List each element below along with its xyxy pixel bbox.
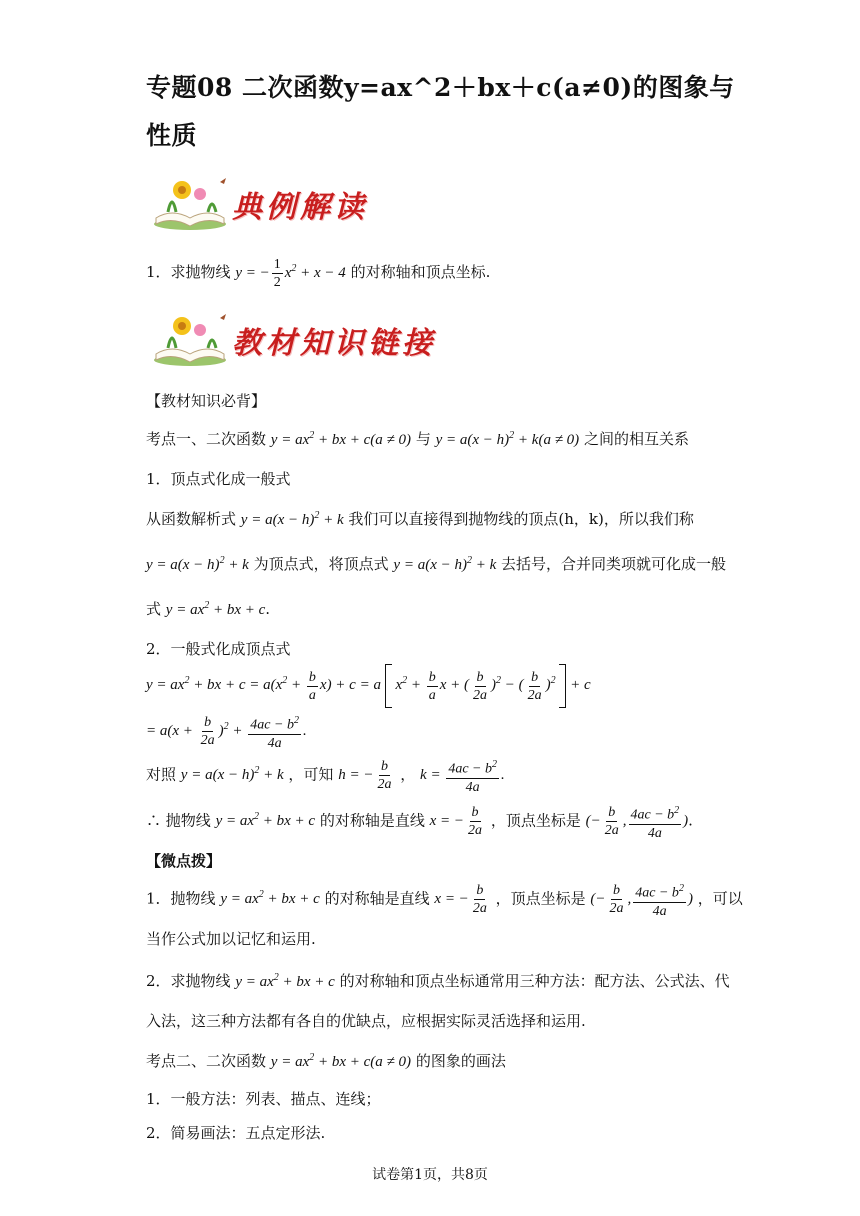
text: ，可以 xyxy=(697,889,743,908)
derivation-line-2 xyxy=(146,712,307,752)
q1-prefix: 1．求抛物线 xyxy=(146,262,231,281)
formula: x = − $\frac{b}{2a}$ xyxy=(434,883,487,917)
text: 的对称轴是直线 xyxy=(319,811,425,830)
text: 式 xyxy=(146,600,162,618)
formula: $y = ax^2$ + bx + c xyxy=(215,811,316,830)
compare-line xyxy=(146,756,505,796)
question-1 xyxy=(146,256,490,291)
text: 的对称轴和顶点坐标通常用三种方法：配方法、公式法、代 xyxy=(339,972,730,990)
formula: $y = a(x - h)^2 + k$ xyxy=(180,765,284,784)
para-line xyxy=(146,508,694,529)
open-book-flower-icon xyxy=(150,308,230,370)
formula: h = − $\frac{b}{2a}$ xyxy=(338,759,392,793)
subheading-2: 2．一般式化成顶点式 xyxy=(146,640,291,658)
formula: $y = ax^2$ + bx + c xyxy=(165,600,266,618)
formula: $y = ax^2$ + bx + c xyxy=(220,889,320,908)
tip-2 xyxy=(146,970,730,991)
text: ，顶点坐标是 xyxy=(490,811,581,830)
formula: $y = ax^2$ + bx + c(a ≠ 0) xyxy=(270,1052,412,1070)
section-banner-knowledge xyxy=(150,308,450,370)
formula: $y = ax^2$ + bx + c(a ≠ 0) xyxy=(270,430,412,448)
derivation-line-1 xyxy=(146,664,591,708)
text: 考点一、二次函数 xyxy=(146,430,267,448)
text: 1．抛物线 xyxy=(146,889,216,908)
text: ∴ 抛物线 xyxy=(146,811,211,830)
draw-method-2: 2．简易画法：五点定形法. xyxy=(146,1124,326,1142)
text: 我们可以直接得到抛物线的顶点(h，k)，所以我们称 xyxy=(348,510,694,528)
text: 去括号，合并同类项就可化成一般 xyxy=(501,555,727,573)
tip-heading: 【微点拨】 xyxy=(146,852,222,870)
text: 考点二、二次函数 xyxy=(146,1052,267,1070)
page-footer: 试卷第1页，共8页 xyxy=(372,1167,488,1183)
text: 的图象的画法 xyxy=(415,1052,506,1070)
text: 的对称轴是直线 xyxy=(324,889,430,908)
text: 与 xyxy=(415,430,431,448)
formula: $y = a(x - h)^2 + k$ xyxy=(146,555,249,573)
section-heading: 【教材知识必背】 xyxy=(146,392,267,410)
open-book-flower-icon xyxy=(150,172,230,234)
topic-2 xyxy=(146,1050,506,1071)
draw-method-1: 1．一般方法：列表、描点、连线； xyxy=(146,1090,381,1108)
text: 从函数解析式 xyxy=(146,510,237,528)
text: 之间的相互关系 xyxy=(583,430,689,448)
page-title-cont: 性质 xyxy=(146,121,198,150)
formula: $y = a(x - h)^2 + k$ xyxy=(393,555,497,573)
formula: $y = ax^2$ + bx + $c = a(x^2$ + $\frac{b}{a}$ x) + c = a $x^2$ + $\frac{b}{a}$ x + ( $\frac{b}{2a}$ )$^2$ − ( $\frac{b}{2a}$ )$^2$ + c xyxy=(146,677,591,693)
text: 2．求抛物线 xyxy=(146,972,231,990)
formula: $y = ax^2$ + bx + c xyxy=(235,972,335,990)
section-banner-examples xyxy=(150,172,390,234)
banner-title: 教材知识链接 xyxy=(232,326,436,361)
text: ，可知 xyxy=(288,765,334,784)
text: 对照 xyxy=(146,765,177,784)
page-title: 专题08 二次函数y=ax^2＋bx＋c(a≠0)的图象与 xyxy=(146,73,735,102)
formula: = a(x + $\frac{b}{2a}$ )$^2$ + $\frac{4ac - b^2}{4a}$ . xyxy=(146,723,307,739)
text: ， xyxy=(400,765,416,784)
tip-1 xyxy=(146,880,743,920)
formula: (− $\frac{b}{2a}$ , $\frac{4ac - b^2}{4a}$ ) xyxy=(590,891,693,907)
formula: k = $\frac{4ac - b^2}{4a}$ . xyxy=(420,767,505,783)
formula: y = − $\frac{1}{2}$ $x^2 + x - 4$ xyxy=(235,257,346,290)
text: 为顶点式，将顶点式 xyxy=(253,555,389,573)
q1-suffix: 的对称轴和顶点坐标. xyxy=(350,262,491,281)
therefore-line: ∴ 抛物线 $y = ax^2$ + bx + c 的对称轴是直线 x = − $\frac{b}{2a}$ ，顶点坐标是 (− $\frac{b}{2a}$ , $\frac{4ac - b^2}{4a}$ ). xyxy=(146,802,693,842)
tip-2-cont: 入法，这三种方法都有各自的优缺点，应根据实际灵活选择和运用. xyxy=(146,1012,586,1030)
formula: $y = a(x - h)^2 + k(a \ne 0)$ xyxy=(435,430,580,448)
formula: x = − $\frac{b}{2a}$ xyxy=(429,805,483,839)
banner-title: 典例解读 xyxy=(232,190,368,225)
para-line: 式 $y = ax^2$ + bx + c. xyxy=(146,600,271,618)
formula: (− $\frac{b}{2a}$ , $\frac{4ac - b^2}{4a}$ ) xyxy=(586,813,689,829)
topic-1 xyxy=(146,428,689,449)
formula: $y = a(x - h)^2 + k$ xyxy=(240,510,344,528)
para-line xyxy=(146,553,726,574)
subheading-1: 1．顶点式化成一般式 xyxy=(146,470,291,488)
text: ，顶点坐标是 xyxy=(495,889,586,908)
tip-1-cont: 当作公式加以记忆和运用. xyxy=(146,930,316,948)
